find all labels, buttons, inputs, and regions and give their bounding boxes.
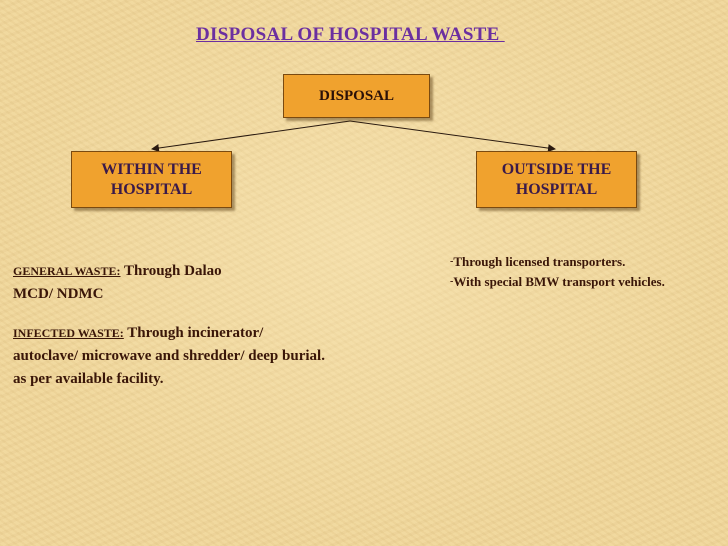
infected-waste-text-2: autoclave/ microwave and shredder/ deep burial.: [13, 348, 325, 364]
disposal-box-label: DISPOSAL: [318, 87, 395, 104]
outside-hospital-label: OUTSIDE THE HOSPITAL: [501, 160, 612, 198]
outside-hospital-box: [476, 151, 637, 208]
list-item: [450, 272, 665, 292]
infected-waste-label: INFECTED WASTE:: [13, 326, 124, 340]
list-item-text: Through licensed transporters.: [453, 254, 626, 269]
dash-bullet: -: [450, 256, 454, 267]
arrow-to-within: [152, 121, 350, 149]
list-item-text: With special BMW transport vehicles.: [453, 274, 665, 289]
infected-waste-text: Through incinerator/: [127, 325, 264, 341]
disposal-box: [283, 74, 430, 118]
list-item: [450, 252, 665, 272]
general-waste-label: GENERAL WASTE:: [13, 264, 121, 278]
general-waste-text-2: MCD/ NDMC: [13, 286, 104, 302]
arrow-to-outside: [350, 121, 555, 149]
infected-waste-text-3: as per available facility.: [13, 371, 164, 387]
outside-methods-list: [450, 252, 665, 292]
dash-bullet: -: [450, 276, 454, 287]
infected-waste-section: [13, 322, 413, 391]
slide-title: DISPOSAL OF HOSPITAL WASTE: [196, 24, 505, 45]
general-waste-section: [13, 260, 313, 306]
within-hospital-label: WITHIN THE HOSPITAL: [101, 160, 202, 198]
within-hospital-box: [71, 151, 232, 208]
general-waste-text: Through Dalao: [123, 263, 222, 279]
